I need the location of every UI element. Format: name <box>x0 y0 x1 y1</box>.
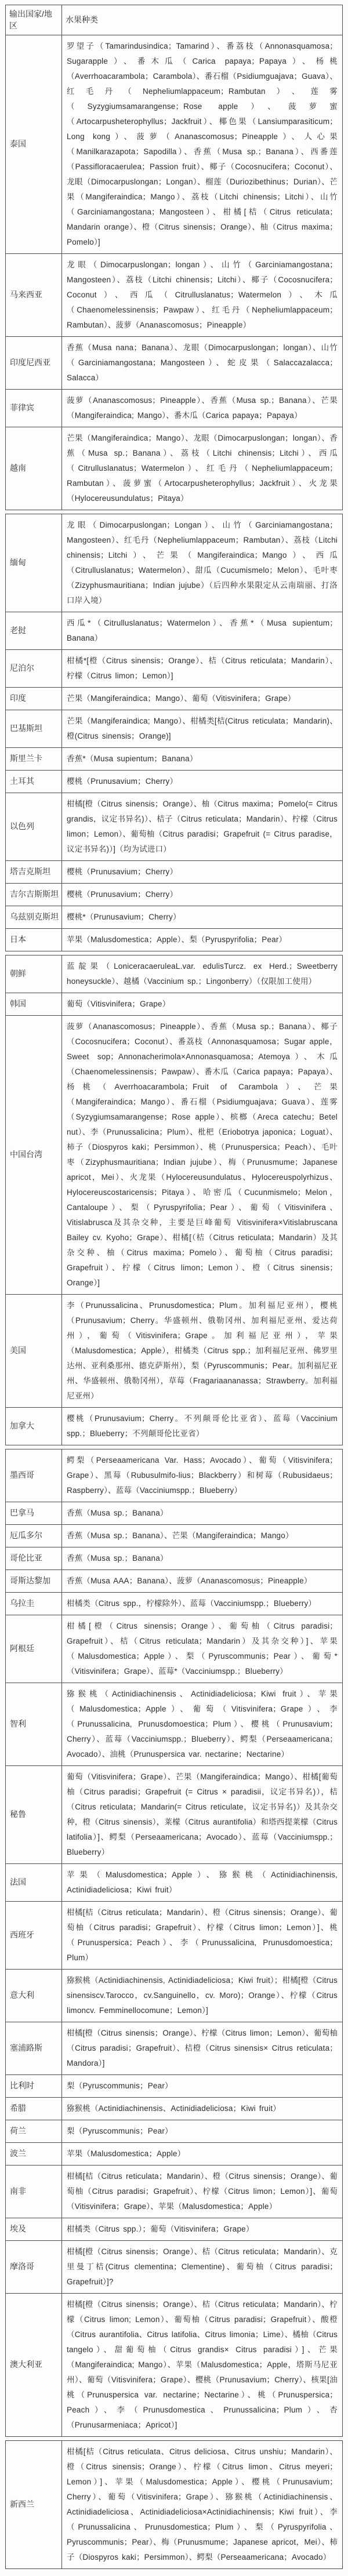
country-cell: 马来西亚 <box>6 253 62 336</box>
fruits-cell: 柑橘[桔（Citrus reticulata；Mandarin）、橙（Citrus sinensis；Orange）、葡萄柚（Citrus paradisi；Grapefruit）、柠檬（Citrus limon；Lemon）]、葡萄（Vitisvinifera；Grape）、苹果（Malusdomestica；Apple） <box>62 2165 343 2218</box>
table-row <box>6 35 343 253</box>
country-cell: 吉尔吉斯斯坦 <box>6 883 62 906</box>
fruits-cell: 香蕉（Musa AAA；Banana）、菠萝（Ananascomosus；Pineapple） <box>62 1569 343 1592</box>
country-cell: 澳大利亚 <box>6 2293 62 2436</box>
fruits-cell: 龙眼（Dimocarpuslongan；longan）、山竹（Garciniamangostana；Mangosteen）、荔枝（Litchi chinensis；Litchi）、椰子（Cocosnucifera；Coconut）、西瓜（Citrulluslanatus；Watermelon）、木瓜（Chaenomelessinensis；Pawpaw）、红毛丹（Nepheliumlappaceum；Rambutan）、菠萝（Ananascomosus；Pineapple） <box>62 253 343 336</box>
country-cell: 乌兹别克斯坦 <box>6 906 62 928</box>
country-cell: 日本 <box>6 928 62 951</box>
country-cell: 巴拿马 <box>6 1502 62 1524</box>
table-row <box>6 955 343 993</box>
table-row <box>6 2142 343 2165</box>
table-row <box>6 793 343 860</box>
country-cell: 菲律宾 <box>6 389 62 427</box>
table-row <box>6 1547 343 1569</box>
table-segment <box>5 1449 343 2437</box>
country-cell: 越南 <box>6 427 62 510</box>
country-cell: 巴基斯坦 <box>6 710 62 747</box>
table-segment <box>5 955 343 1445</box>
fruits-cell: 葡萄（Vitisvinifera；Grape） <box>62 993 343 1015</box>
country-cell: 老挝 <box>6 612 62 649</box>
fruits-cell: 柑橘*[橙（Citrus sinensis；Orange）、桔（Citrus reticulata；Mandarin）、柠檬（Citrus limon；Lemon）] <box>62 649 343 687</box>
country-cell: 塔吉克斯坦 <box>6 860 62 883</box>
table-row <box>6 2165 343 2218</box>
column-header-fruits: 水果种类 <box>62 5 343 35</box>
country-cell: 朝鲜 <box>6 955 62 993</box>
fruits-cell: 鳄梨（Perseaamericana Var. Hass；Avocado）、葡萄（Vitisvinifera；Grape）、黑莓（Rubusulmifo-lius；Blackberry）和树莓（Rubusidaeus；Raspberry）、蓝莓（Vacciniumspp.；Blueberry） <box>62 1449 343 1502</box>
table-row <box>6 883 343 906</box>
country-cell: 智利 <box>6 1683 62 1765</box>
table-row <box>6 2440 343 2568</box>
fruits-cell: 西瓜*（Citrulluslanatus；Watermelon）、香蕉*（Musa supientum；Banana） <box>62 612 343 649</box>
fruit-table <box>5 5 343 2569</box>
table-row <box>6 906 343 928</box>
country-cell: 希腊 <box>6 2097 62 2120</box>
fruits-cell: 香蕉（Musa sp.；Banana）、芒果（Mangiferaindica；Mango） <box>62 1524 343 1547</box>
fruits-cell: 芒果（Mangiferaindica；Mango）、葡萄（Vitisvinifera；Grape） <box>62 687 343 710</box>
table-row <box>6 993 343 1015</box>
country-cell: 哥伦比亚 <box>6 1547 62 1569</box>
table-row <box>6 770 343 793</box>
fruits-cell: 樱桃（Prunusavium；Cherry） <box>62 883 343 906</box>
fruits-cell: 猕猴桃（Actinidiachinensis, Actinidiadeliciosa；Kiwi fruit）；柑橘[橙（Citrus sinensiscv.Tarocco，cv.Sanguinello，cv. Moro)；Orange）、柠檬（Citrus limoncv. Femminellocomune；Lemon）] <box>62 1969 343 2022</box>
fruits-cell: 柑橘[桔（Citrus reticulata、Citrus deliciosa、Citrus unshiu；Mandarin）、橙（Citrus sinensis；Orange）、柠檬（Citrus limon、Citrus meyeri；Lemon）]、苹果（Malusdomestica；Apple）、樱桃（Prunusavium；Cherry）、葡萄（Vitisvinifera；Grape）、猕猴桃（Actinidiachinensis、Actinidiadeliciosa、Actinidiadeliciosa×Actinidiachinensis；Kiwi fruit）、李（Prunussalicina、Prunusdomestica；Plum）、梨（Pyruspyrifolia、Pyruscommunis；Pear）、梅（Prunusmume；Japanese apricot，Mei）、柿子（Diospyros kaki；Persimmon）、鳄梨（Perseaamericana；Avocado） <box>62 2440 343 2568</box>
fruits-cell: 柑橘[橙（Citrus sinensis；Orange）、桔（Citrus reticulata；Mandarin）、柠檬（Citrus limon; Lemon）、葡萄柚（Citrus paradisi；Grapefruit）、酸橙（Citrus aurantifolia、Citrus latifolia、Citrus limonia；Lime）、橘柚（Citrus tangelo）、甜葡萄柚（Citrus grandis× Citrus paradisi）]、芒果（Mangiferaindica; Mango）、苹果（Malusdomestica；Apple，塔斯马尼亚州）、葡萄（Vitisvinifera；Grape）、樱桃（Prunusavium；Cherry）、核果[油桃（Prunuspersica var. nectarine；Nectarine）、桃（Prunuspersica；Peach）、李（Prunusdomestica、Prunussalicina；Plum）、杏（Prunusarmeniaca；Apricot）] <box>62 2293 343 2436</box>
country-cell: 塞浦路斯 <box>6 2022 62 2074</box>
table-segment <box>5 5 343 510</box>
country-cell: 哥斯达黎加 <box>6 1569 62 1592</box>
fruits-cell: 柑橘[橙（Citrus sinensis；Orange）、桔（Citrus reticulata；Mandarin）、克里曼丁桔(Citrus clementina；Clementine)、葡萄柚（Citrus paradisi；Grapefruit）]? <box>62 2240 343 2293</box>
table-segment <box>5 2440 343 2569</box>
fruits-cell: 菠萝（Ananascomosus；Pineapple）、香蕉（Musa sp.；Banana）、椰子（Cocosnucifera；Coconut）、番荔枝（Annonasquamosa；Sugar apple，Sweet sop；Annonacherimola×Annonasquamosa；Atemoya）、木瓜（Chaenomelessinensis；Pawpaw）、番木瓜（Carica papaya；Papaya）、杨桃（Averrhoacarambola；Fruit of Carambola）、芒果（Mangiferaindica；Mango）、番石榴（Psidiumguajava；Guava）、莲雾（Syzygiumsamarangense；Rose apple）、槟榔（Areca catechu；Betel nut）、李（Prunussalicina；Plum）、枇杷（Eriobotrya japonica；Loguat）、柿子（Diospyros kaki；Persimmon）、桃（Prunuspersica；Peach）、毛叶枣（Zizyphusmauritiana；Indian jujube）、梅（Prunusmume；Japanese apricot，Mei）、火龙果（Hylocereusundulatus、Hylocereuspolyrhizus、Hylocereuscostaricensis；Pitaya）、哈密瓜（Cucunmismelo；Melon，Cantaloupe）、梨（Pyruspyrifolia；Pear）、葡萄（Vitisvinifera、Vitislabrusca及其杂交种，主要是巨峰葡萄 Vitisvinifera×Vitislabruscana Bailey cv. Kyoho；Grape）、柑橘[（桔（Citrus reticulata；Mandarin）及其杂交种、柚（Citrus maxima；Pomelo）、葡萄柚（Citrus paradisi；Grapefruit）、柠檬（Citrus limon；Lemon）、橙（Citrus sinensis；Orange）] <box>62 1015 343 1294</box>
table-row <box>6 710 343 747</box>
fruits-cell: 香蕉（Musa sp.；Banana） <box>62 1547 343 1569</box>
fruits-cell: 猕猴桃（Actinidiachinensis、Actinidiadeliciosa；Kiwi fruit）、苹果（Malusdomestica；Apple）、葡萄（Vitisvinifera；Grape）、李（Prunussalicina, Prunusdomoestica；Plum）、樱桃（Prunusavium；Cherry）、蓝莓（Vacciniumspp.；Blueberry）、鳄梨（Perseaamericana；Avocado）、油桃（Prunuspersica var. nectarine；Nectarine） <box>62 1683 343 1765</box>
fruits-cell: 芒果（Mangiferaindica；Mango）、龙眼（Dimocarpuslongan；longan）、香蕉（Musa sp.；Banana）、荔枝（Litchi chinensis；Litchi）、西瓜（Citrulluslanatus；Watermelon）、红毛丹（Nepheliumlappaceum；Rambutan）、菠萝蜜（Artocarpusheterophyllus；Jackfruit）、火龙果（Hylocereusundulatus；Pitaya） <box>62 427 343 510</box>
country-cell: 中国台湾 <box>6 1015 62 1294</box>
table-row <box>6 336 343 389</box>
fruits-cell: 柑橘[橙（Citrus sinensis；Orange）、柚（Citrus maxima；Pomelo(= Citrus grandis，议定书异名)）、桔子（Citrus reticulata；Mandarin）、柠檬（Citrus limon；Lemon）、葡萄柚（Citrus paradisi；Grapefruit (= Citrus paradise，议定书异名)）]（均为试进口） <box>62 793 343 860</box>
country-cell: 缅甸 <box>6 514 62 612</box>
country-cell: 印度尼西亚 <box>6 336 62 389</box>
country-cell: 乌拉圭 <box>6 1592 62 1615</box>
table-row <box>6 1524 343 1547</box>
fruits-cell: 蓝靛果（LoniceracaeruleaL.var. edulisTurcz. ex Herd.；Sweetberry honeysuckle）、越橘（Vaccinium sp.；Lingonberry）（仅限加工使用） <box>62 955 343 993</box>
fruits-cell: 樱桃（Prunusavium；Cherry。不列颠哥伦比亚省）、蓝莓（Vaccinium spp.；Blueberry；不列颠哥伦比亚省） <box>62 1407 343 1445</box>
fruits-cell: 樱桃（Prunusavium；Cherry） <box>62 770 343 793</box>
table-row <box>6 514 343 612</box>
table-row <box>6 1863 343 1901</box>
table-row <box>6 649 343 687</box>
fruits-cell: 樱桃*（Prunusavium；Cherry） <box>62 906 343 928</box>
fruits-cell: 香蕉（Musa nana；Banana）、龙眼（Dimocarpuslongan；longan）、山竹（Garciniamangostana；Mangosteen）、蛇皮果（Salaccazalacca；Salacca） <box>62 336 343 389</box>
country-cell: 波兰 <box>6 2142 62 2165</box>
fruits-cell: 苹果（Malusdomestica；Apple） <box>62 2142 343 2165</box>
country-cell: 秘鲁 <box>6 1765 62 1863</box>
fruits-cell: 苹果（Malusdomestica；Apple）、猕猴桃（Actinidiachinensis, Actinidiadeliciosa；Kiwi fruit） <box>62 1863 343 1901</box>
country-cell: 西班牙 <box>6 1901 62 1969</box>
country-cell: 加拿大 <box>6 1407 62 1445</box>
country-cell: 印度 <box>6 687 62 710</box>
table-row <box>6 928 343 951</box>
country-cell: 尼泊尔 <box>6 649 62 687</box>
table-row <box>6 1683 343 1765</box>
table-row <box>6 747 343 770</box>
table-row <box>6 612 343 649</box>
fruits-cell: 李（Prunussalicina、Prunusdomestica；Plum。加利福尼亚州），樱桃（Prunusavium；Cherry。华盛顿州、俄勒冈州、加利福尼亚州、爱达荷州），葡萄（Vitisvinifera；Grape。加利福尼亚州），苹果（Malusdomestica；Apple），柑橘类（Citrus spp.；加利福尼亚州、佛罗里达州、亚利桑那州、德克萨斯州），梨（Pyruscommunis；Pear。加利福尼亚州、华盛顿州、俄勒冈州），草莓（Fragariaananassa；Strawberry。加利福尼亚州） <box>62 1294 343 1407</box>
table-row <box>6 1615 343 1683</box>
table-row <box>6 1449 343 1502</box>
fruits-cell: 罗望子（Tamarindusindica；Tamarind）、番荔枝（Annonasquamosa；Sugarapple）、番木瓜（Carica papaya；Papaya）、杨桃（Averrhoacarambola；Carambola）、番石榴（Psidiumguajava；Guava）、红毛丹（Nepheliumlappaceum；Rambutan）、莲雾（Syzygiumsamarangense；Rose apple）、菠萝蜜（Artocarpusheterophyllus；Jackfruit）、椰色果（Lansiumparasiticum；Long kong）、菠萝（Ananascomosus；Pineapple）、人心果（Manilkarazapota；Sapodilla）、香蕉（Musa sp.；Banana）、西番莲（Passifloracaerulea；Passion fruit）、椰子（Cocosnucifera；Coconut）、龙眼（Dimocarpuslongan；Longan）、榴莲（Duriozibethinus；Durian）、芒果（Mangiferaindica；Mango）、荔枝（Litchi chinensis；Litchi）、山竹（Garciniamangostana；Mangosteen）、柑橘[桔（Citrus reticulata；Mandarin orange）、橙（Citrus sinensis；Orange）、柚（Citrus maxima；Pomelo）] <box>62 35 343 253</box>
country-cell: 斯里兰卡 <box>6 747 62 770</box>
table-row <box>6 860 343 883</box>
country-cell: 美国 <box>6 1294 62 1407</box>
country-cell: 南非 <box>6 2165 62 2218</box>
country-cell: 韩国 <box>6 993 62 1015</box>
fruits-cell: 柑橘类（Citrus spp.，柠檬除外）、蓝莓（Vacciniumspp.；Blueberry） <box>62 1592 343 1615</box>
country-cell: 以色列 <box>6 793 62 860</box>
country-cell: 厄瓜多尔 <box>6 1524 62 1547</box>
table-row <box>6 427 343 510</box>
table-row <box>6 389 343 427</box>
country-cell: 荷兰 <box>6 2120 62 2142</box>
country-cell: 墨西哥 <box>6 1449 62 1502</box>
country-cell: 意大利 <box>6 1969 62 2022</box>
fruits-cell: 香蕉*（Musa supientum；Banana） <box>62 747 343 770</box>
fruits-cell: 苹果（Malusdomestica；Apple）、梨（Pyruspyrifolia；Pear） <box>62 928 343 951</box>
fruits-cell: 樱桃（Prunusavium；Cherry） <box>62 860 343 883</box>
fruits-cell: 柑橘[桔（Citrus reticulata；Mandarin）、橙（Citrus sinensis；Orange）、葡萄柚（Citrus paradisi；Grapefruit）、柠檬（Citrus limon；Lemon）]、桃（Prunuspersica；Peach）、李（Prunussalicina, Prunusdomoestica；Plum） <box>62 1901 343 1969</box>
fruits-cell: 柑橘[橙（Citrus sinensis；Orange）、柠檬（Citrus limon；Lemon）、葡萄柚（Citrus paradisi；Grapefruit）、桔橙（Citrus sinensis× Citrus reticulata；Mandora）] <box>62 2022 343 2074</box>
table-row <box>6 687 343 710</box>
column-header-country: 输出国家/地区 <box>6 5 62 35</box>
fruits-cell: 梨（Pyruscommunis；Pear） <box>62 2120 343 2142</box>
table-row <box>6 1015 343 1294</box>
fruits-cell: 菠萝（Ananascomosus；Pineapple）、香蕉（Musa sp.；Banana）、芒果（Mangiferaindica; Mango）、番木瓜（Carica papaya；Papaya） <box>62 389 343 427</box>
fruits-cell: 葡萄（Vitisvinifera；Grape）、芒果（Mangiferaindica；Mango）、柑橘[葡萄柚（Citrus paradisi；Grapefruit (= Citrus × paradisii，议定书异名)），桔（Citrus reticulata；Mandarin(= Citrus reticulate，议定书异名)）及其杂交种，橙（Citrus sinensis），莱檬（Citrus aurantifolia）和塔西提莱檬（Citrus latifolia）]、鳄梨（Perseaamericana；Avocado）、蓝莓（Vacciniumspp.；Blueberry） <box>62 1765 343 1863</box>
fruits-cell: 香蕉（Musa sp.；Banana） <box>62 1502 343 1524</box>
table-row <box>6 1901 343 1969</box>
table-segment <box>5 514 343 951</box>
table-row <box>6 1569 343 1592</box>
table-row <box>6 1969 343 2022</box>
table-row <box>6 1592 343 1615</box>
country-cell: 泰国 <box>6 35 62 253</box>
country-cell: 摩洛哥 <box>6 2240 62 2293</box>
table-row <box>6 1502 343 1524</box>
fruits-cell: 猕猴桃（Actinidiachinensis、Actinidiadeliciosa；Kiwi fruit） <box>62 2097 343 2120</box>
table-row <box>6 253 343 336</box>
fruits-cell: 柑橘类（Citrus spp.）；葡萄（Vitisvinifera；Grape） <box>62 2218 343 2240</box>
header-row <box>6 5 343 35</box>
table-row <box>6 2240 343 2293</box>
table-row <box>6 2120 343 2142</box>
country-cell: 埃及 <box>6 2218 62 2240</box>
fruits-cell: 芒果（Mangiferaindica; Mango）、柑橘类[桔(Citrus reticulata；Mandarin)、橙(Citrus sinensis；Orange)] <box>62 710 343 747</box>
country-cell: 阿根廷 <box>6 1615 62 1683</box>
table-row <box>6 2022 343 2074</box>
table-row <box>6 2074 343 2097</box>
country-cell: 法国 <box>6 1863 62 1901</box>
table-row <box>6 1294 343 1407</box>
fruits-cell: 龙眼（Dimocarpuslongan；Longan）、山竹（Garciniamangostana；Mangosteen）、红毛丹（Nepheliumlappaceum；Rambutan）、荔枝（Litchi chinensis；Litchi）、芒果（Mangiferaindica；Mango）、西瓜（Citrulluslanatus；Watermelon）、甜瓜（Cucumismelo；Melon）、毛叶枣（Zizyphusmauritiana；Indian jujube）（后四种水果限定从云南瑞丽、打洛口岸入境） <box>62 514 343 612</box>
table-row <box>6 1765 343 1863</box>
table-row <box>6 1407 343 1445</box>
country-cell: 比利时 <box>6 2074 62 2097</box>
fruits-cell: 柑橘[橙（Citrus sinensis；Orange）、葡萄柚（Citrus paradisi；Grapefruit）、桔（Citrus reticulata；Mandarin）及其杂交种）]、苹果（Malusdomestica；Apple）、梨（Pyruscommunis；Pear）、葡萄*（Vitisvinifera；Grape）、蓝莓*（Vacciniumspp.；Blueberry） <box>62 1615 343 1683</box>
country-cell: 土耳其 <box>6 770 62 793</box>
table-row <box>6 2097 343 2120</box>
country-cell: 新西兰 <box>6 2440 62 2568</box>
table-row <box>6 2293 343 2436</box>
fruits-cell: 梨（Pyruscommunis；Pear） <box>62 2074 343 2097</box>
table-row <box>6 2218 343 2240</box>
